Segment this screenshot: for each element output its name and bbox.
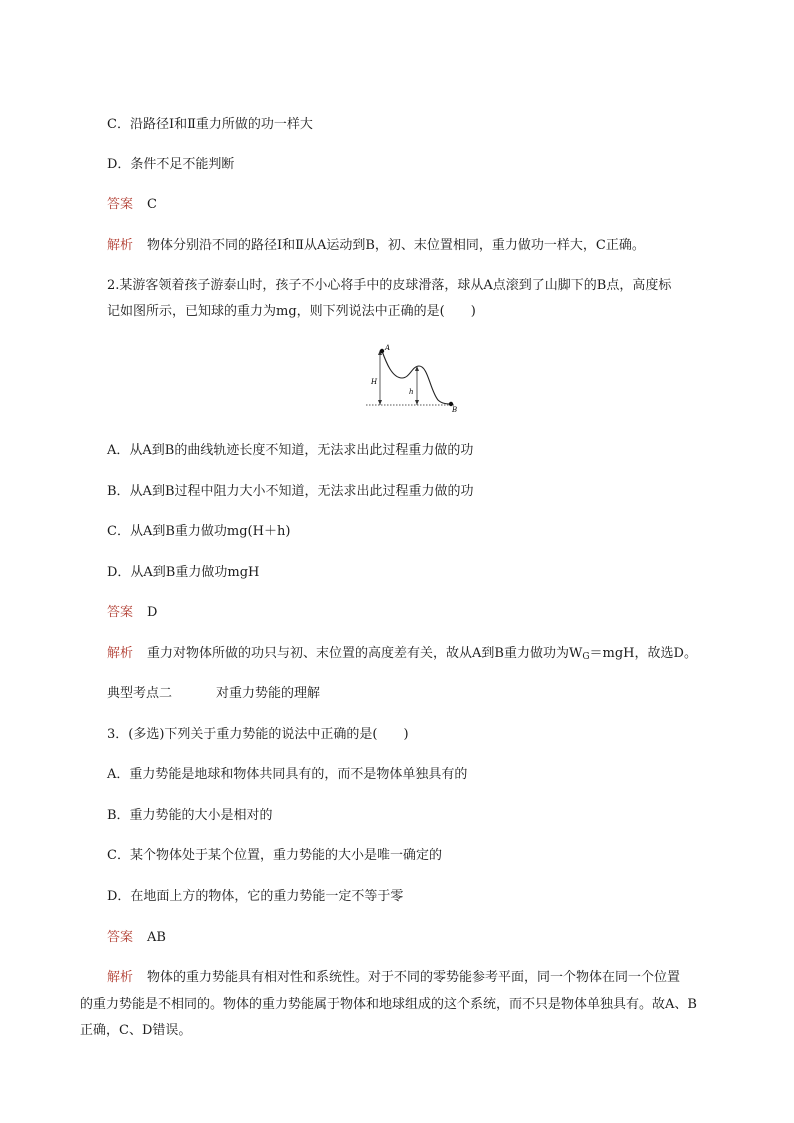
q1-answer [107, 195, 157, 215]
analysis-text: 物体分别沿不同的路径Ⅰ和Ⅱ从A运动到B，初、末位置相同，重力做功一样大，C正确。 [147, 238, 645, 253]
q2-analysis [107, 644, 697, 667]
answer-label: 答案 [107, 197, 134, 212]
q1-option-d: D．条件不足不能判断 [107, 157, 235, 172]
q1-analysis [107, 236, 645, 256]
q1-option-c: C．沿路径Ⅰ和Ⅱ重力所做的功一样大 [107, 117, 313, 132]
analysis-text: 物体的重力势能具有相对性和系统性。对于不同的零势能参考平面，同一个物体在同一个位置 [147, 970, 681, 985]
answer-value: AB [147, 930, 166, 945]
q2-stem-line2: 记如图所示，已知球的重力为mg，则下列说法中正确的是( ) [107, 304, 476, 319]
q3-option-c: C．某个物体处于某个位置，重力势能的大小是唯一确定的 [107, 848, 442, 863]
q3-option-b: B．重力势能的大小是相对的 [107, 808, 273, 823]
analysis-label: 解析 [107, 646, 134, 661]
arrow-head-icon [415, 400, 419, 405]
analysis-label: 解析 [107, 238, 134, 253]
q2-option-d: D．从A到B重力做功mgH [107, 565, 260, 580]
section-label: 典型考点二 [107, 686, 173, 701]
label-b: B [452, 406, 458, 414]
q3-stem: 3．(多选)下列关于重力势能的说法中正确的是( ) [107, 727, 409, 742]
arrow-head-icon [378, 400, 382, 405]
q2-answer [107, 603, 157, 623]
q3-answer [107, 928, 166, 948]
q2-option-a: A．从A到B的曲线轨迹长度不知道，无法求出此过程重力做的功 [107, 443, 474, 458]
q2-option-c: C．从A到B重力做功mg(H＋h) [107, 524, 291, 539]
q3-option-d: D．在地面上方的物体，它的重力势能一定不等于零 [107, 889, 404, 904]
q3-analysis-line1 [107, 968, 680, 988]
slope-figure [362, 342, 462, 414]
answer-value: C [147, 197, 157, 212]
q2-stem-line1: 2.某游客领着孩子游泰山时，孩子不小心将手中的皮球滑落，球从A点滚到了山脚下的B点，高度标 [107, 278, 672, 293]
label-h-big: H [371, 378, 378, 386]
answer-label: 答案 [107, 605, 134, 620]
analysis-label: 解析 [107, 970, 134, 985]
q2-option-b: B．从A到B过程中阻力大小不知道，无法求出此过程重力做的功 [107, 484, 474, 499]
q3-analysis-line3: 正确，C、D错误。 [80, 1023, 192, 1038]
ball-a-icon [380, 349, 384, 353]
section-heading [107, 684, 320, 704]
answer-label: 答案 [107, 930, 134, 945]
answer-value: D [147, 605, 158, 620]
section-title: 对重力势能的理解 [216, 686, 321, 701]
analysis-text: 重力对物体所做的功只与初、末位置的高度差有关，故从A到B重力做功为W [147, 646, 583, 661]
analysis-text-end: ＝mgH，故选D。 [589, 646, 697, 661]
label-a: A [385, 344, 391, 352]
analysis-subscript: G [582, 652, 590, 662]
label-h-small: h [409, 388, 414, 396]
q3-analysis-line2: 的重力势能是不相同的。物体的重力势能属于物体和地球组成的这个系统，而不只是物体单独具有。故A、B [80, 997, 697, 1012]
q3-option-a: A．重力势能是地球和物体共同具有的，而不是物体单独具有的 [107, 767, 468, 782]
